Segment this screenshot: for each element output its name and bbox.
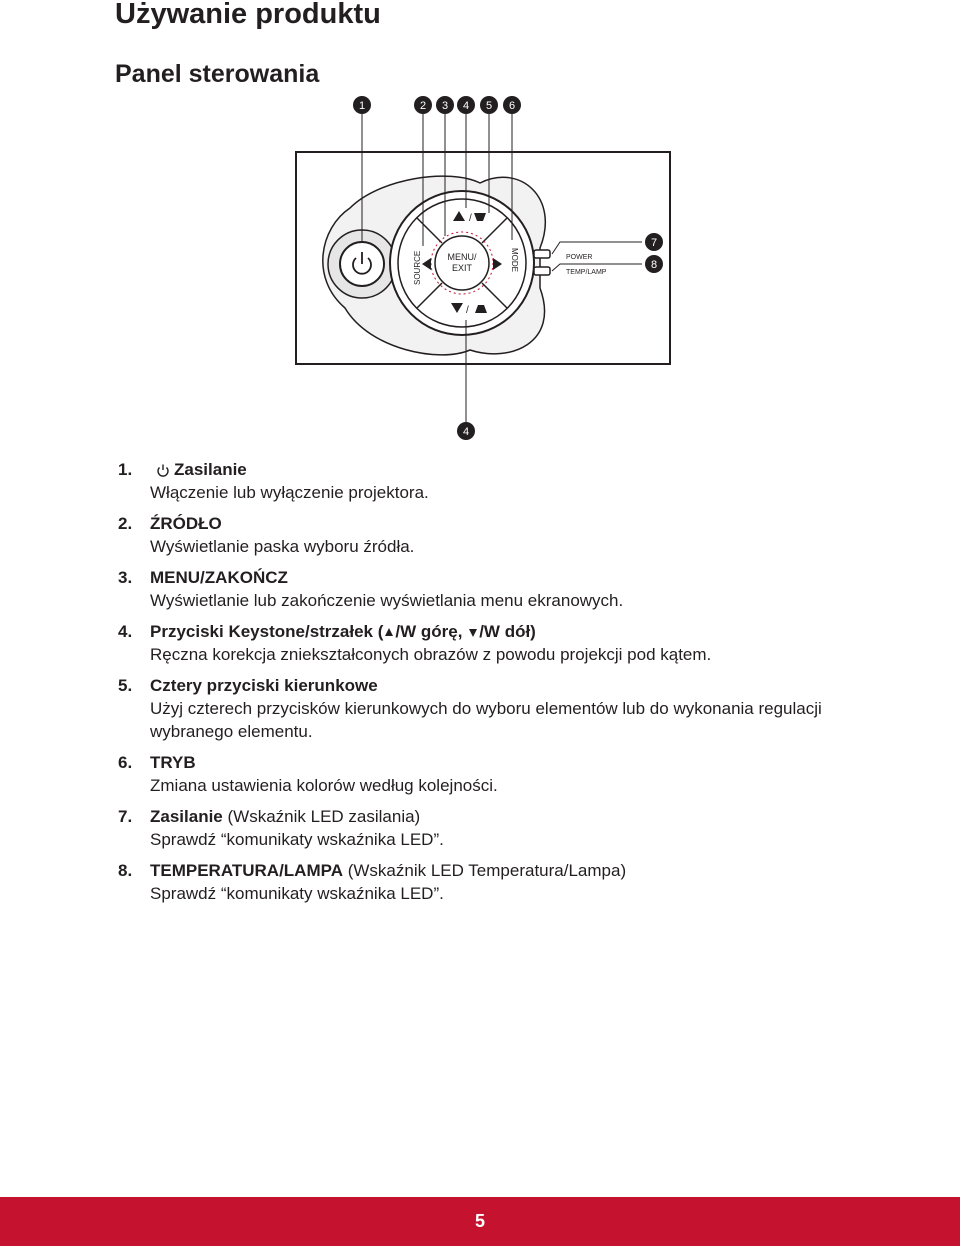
item-heading: Zasilanie (150, 807, 223, 826)
svg-text:1: 1 (358, 100, 366, 112)
svg-text:2: 2 (419, 100, 427, 112)
svg-text:7: 7 (650, 237, 658, 249)
item-heading-part-a: Przyciski Keystone/strzałek ( (150, 622, 384, 641)
callout-3 (436, 96, 454, 114)
temp-lamp-led (534, 267, 550, 275)
item-number: 2. (118, 514, 133, 533)
mode-button-label[interactable]: MODE (510, 248, 519, 272)
item-number: 8. (118, 861, 133, 880)
power-led (534, 250, 550, 258)
callout-7 (645, 233, 663, 251)
item-description: Sprawdź “komunikaty wskaźnika LED”. (150, 884, 444, 903)
down-arrow-icon (468, 628, 478, 638)
item-heading: MENU/ZAKOŃCZ (150, 568, 288, 587)
svg-text:3: 3 (441, 100, 449, 112)
item-description: Ręczna korekcja zniekształconych obrazów z powodu projekcji pod kątem. (150, 645, 712, 664)
section-title: Panel sterowania (115, 60, 320, 88)
page-number: 5 (474, 1211, 485, 1231)
item-heading-note: (Wskaźnik LED zasilania) (227, 807, 421, 826)
item-heading-part-c: /W dół) (479, 622, 536, 641)
callout-4 (457, 96, 475, 114)
item-description: Wyświetlanie lub zakończenie wyświetlania menu ekranowych. (150, 591, 624, 610)
item-number: 4. (118, 622, 133, 641)
list-item (118, 674, 878, 743)
item-description: Włączenie lub wyłączenie projektora. (150, 483, 429, 502)
item-number: 5. (118, 676, 133, 695)
item-heading: ŹRÓDŁO (150, 514, 222, 533)
callout-1 (353, 96, 371, 114)
page-title: Używanie produktu (115, 0, 381, 30)
item-description: Wyświetlanie paska wyboru źródła. (150, 537, 415, 556)
item-heading: TEMPERATURA/LAMPA (150, 861, 343, 880)
source-button-label[interactable]: SOURCE (413, 250, 422, 285)
keystone-up-separator: / (469, 213, 472, 224)
page-footer (0, 1197, 960, 1246)
item-number: 1. (118, 460, 133, 479)
menu-label: MENU/ (447, 252, 477, 262)
item-heading: TRYB (150, 753, 196, 772)
item-number: 6. (118, 753, 133, 772)
keystone-down-separator: / (466, 305, 469, 316)
callout-8 (645, 255, 663, 273)
list-item (118, 566, 878, 612)
svg-text:4: 4 (462, 100, 470, 112)
list-item (118, 620, 878, 666)
svg-text:5: 5 (485, 100, 493, 112)
exit-label: EXIT (451, 263, 473, 273)
callout-2 (414, 96, 432, 114)
temp-lamp-led-label: TEMP/LAMP (566, 269, 607, 276)
list-item (118, 805, 878, 851)
callout-6 (503, 96, 521, 114)
list-item (118, 512, 878, 558)
svg-text:6: 6 (508, 100, 516, 112)
item-description: Użyj czterech przycisków kierunkowych do wyboru elementów lub do wykonania regulacji wybranego elementu. (150, 699, 822, 741)
up-arrow-icon (384, 627, 394, 637)
callout-4-bottom (457, 422, 475, 440)
svg-text:8: 8 (650, 259, 658, 271)
item-description: Sprawdź “komunikaty wskaźnika LED”. (150, 830, 444, 849)
item-heading: Zasilanie (174, 460, 247, 479)
item-heading: Cztery przyciski kierunkowe (150, 676, 378, 695)
item-number: 7. (118, 807, 133, 826)
item-description: Zmiana ustawienia kolorów według kolejności. (150, 776, 498, 795)
control-panel-diagram (290, 88, 680, 448)
list-item (118, 751, 878, 797)
item-number: 3. (118, 568, 133, 587)
list-item (118, 859, 878, 905)
item-list (118, 458, 878, 913)
svg-text:4: 4 (462, 426, 470, 438)
power-icon (156, 463, 170, 477)
item-heading-note: (Wskaźnik LED Temperatura/Lampa) (347, 861, 627, 880)
power-led-label: POWER (566, 254, 593, 261)
callout-5 (480, 96, 498, 114)
item-heading-part-b: /W górę, (395, 622, 463, 641)
list-item (118, 458, 878, 504)
